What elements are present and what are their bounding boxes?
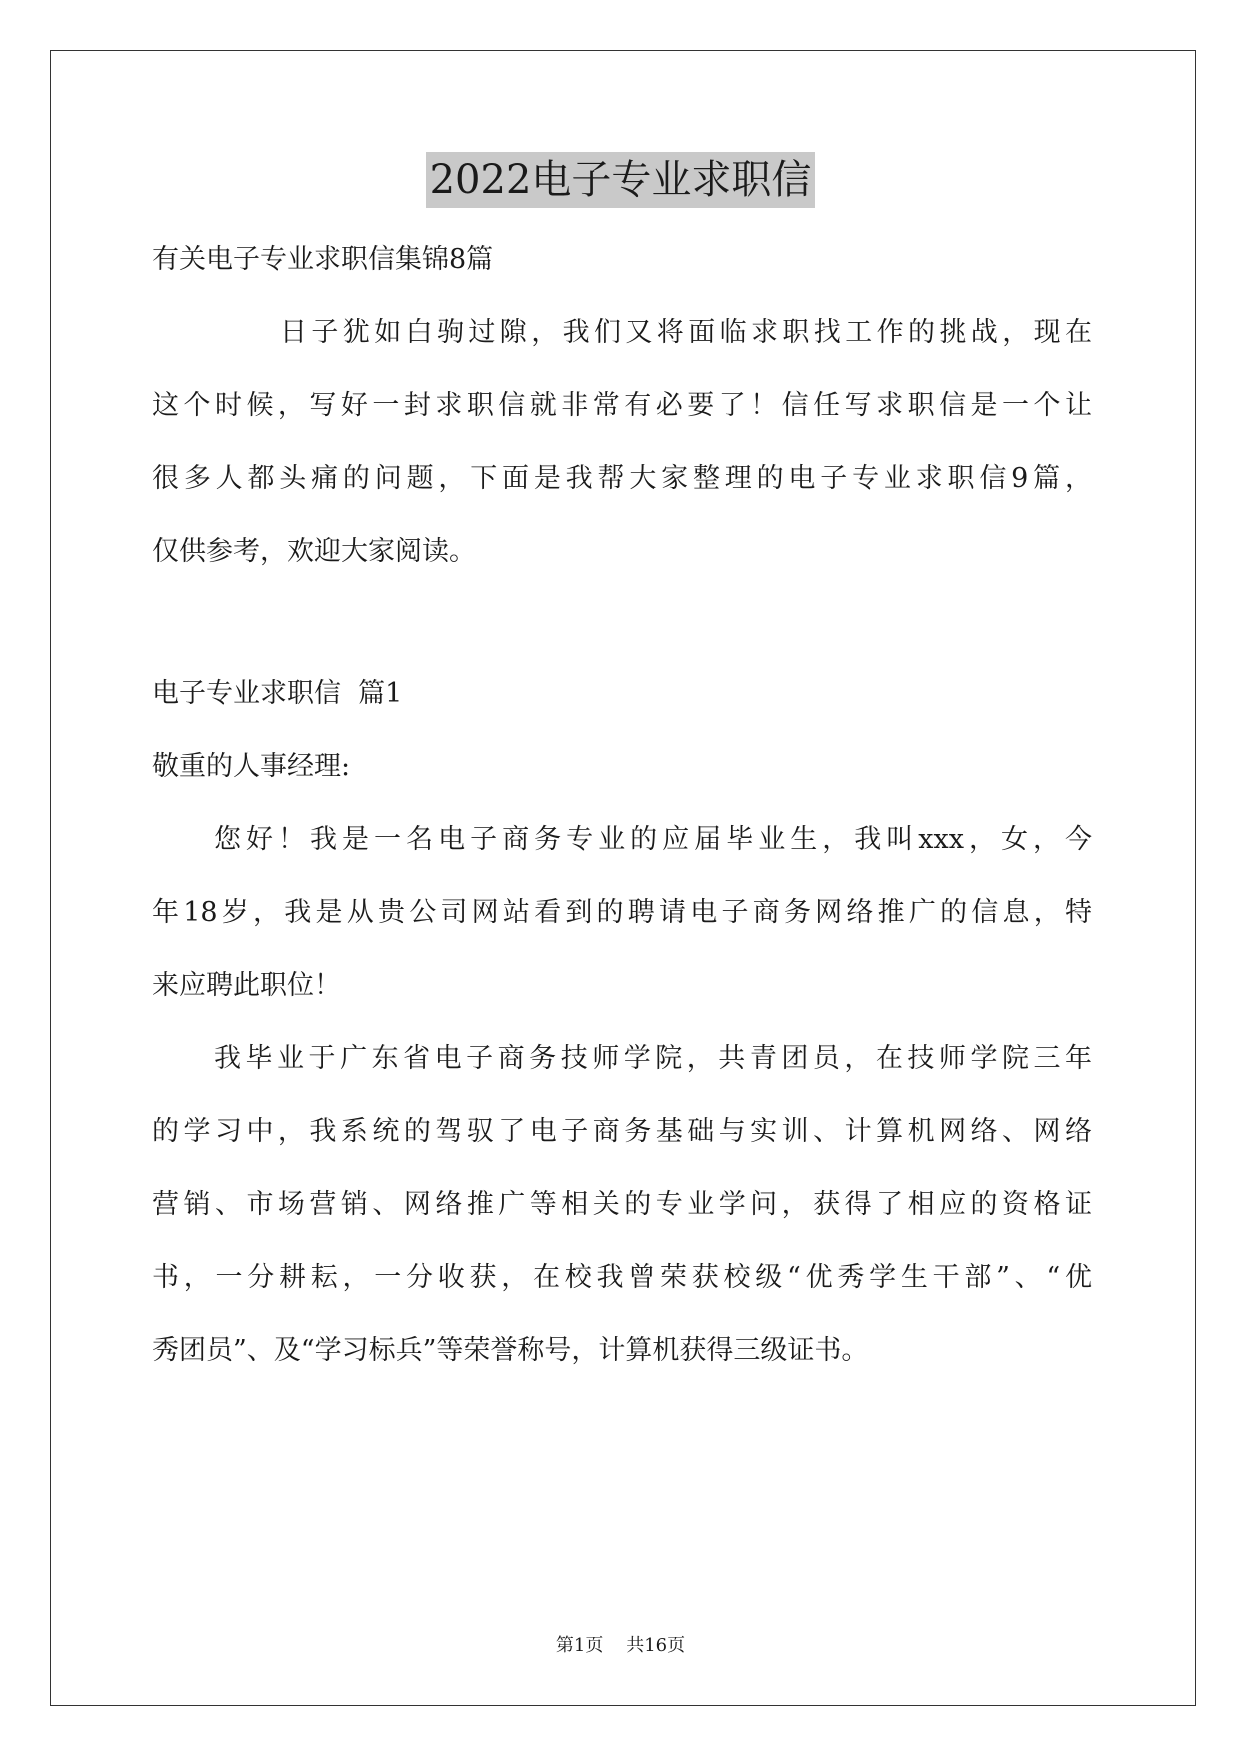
paragraph2-line-4: 书，一分耕耘，一分收获，在校我曾荣获校级“优秀学生干部”、“优 [152,1262,1092,1293]
page-footer: 第1页 共16页 [555,1635,686,1656]
document-title: 2022电子专业求职信 [426,152,816,208]
paragraph2-line-2: 的学习中，我系统的驾驭了电子商务基础与实训、计算机网络、网络 [152,1116,1092,1147]
paragraph2-line-5: 秀团员”、及“学习标兵”等荣誉称号，计算机获得三级证书。 [152,1335,869,1366]
intro-line-3: 很多人都头痛的问题，下面是我帮大家整理的电子专业求职信9篇， [152,463,1092,494]
paragraph2-line-3: 营销、市场营销、网络推广等相关的专业学问，获得了相应的资格证 [152,1189,1092,1220]
paragraph2-line-1: 我毕业于广东省电子商务技师学院，共青团员，在技师学院三年 [214,1043,1092,1074]
paragraph1-line-1: 您好！我是一名电子商务专业的应届毕业生，我叫xxx，女，今 [214,824,1092,855]
paragraph1-line-3: 来应聘此职位！ [152,970,341,1001]
paragraph1-line-2: 年18岁，我是从贵公司网站看到的聘请电子商务网络推广的信息，特 [152,897,1092,928]
salutation: 敬重的人事经理: [152,751,351,782]
page-border [50,50,1196,1706]
title-container [0,152,1241,208]
section-heading: 电子专业求职信 篇1 [152,678,403,709]
intro-line-4: 仅供参考，欢迎大家阅读。 [152,536,476,567]
intro-line-2: 这个时候，写好一封求职信就非常有必要了！信任写求职信是一个让 [152,390,1092,421]
document-subtitle: 有关电子专业求职信集锦8篇 [152,244,494,275]
intro-line-1: 日子犹如白驹过隙，我们又将面临求职找工作的挑战，现在 [280,317,1092,348]
